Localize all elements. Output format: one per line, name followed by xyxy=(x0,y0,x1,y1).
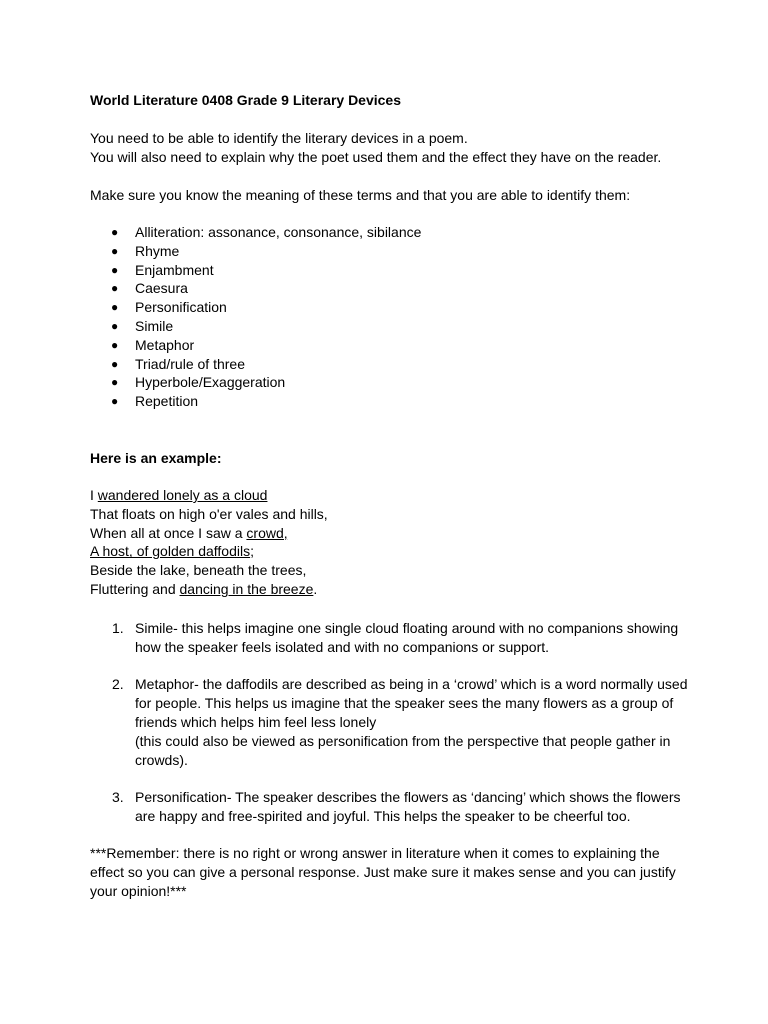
intro-line: You need to be able to identify the literary devices in a poem. xyxy=(90,130,468,146)
term-label: Triad/rule of three xyxy=(135,355,245,372)
analysis-item xyxy=(90,619,690,657)
bullet-icon: ● xyxy=(111,318,119,333)
term-label: Enjambment xyxy=(135,261,214,278)
example-heading: Here is an example: xyxy=(90,450,222,466)
bullet-icon: ● xyxy=(111,262,119,277)
bullet-icon: ● xyxy=(111,394,119,409)
intro-paragraph xyxy=(90,129,690,167)
poem-text: Fluttering and xyxy=(90,580,180,597)
list-item xyxy=(90,242,421,261)
term-label: Alliteration: assonance, consonance, sibilance xyxy=(135,224,422,240)
underlined-phrase: A host, of golden daffodils xyxy=(90,543,251,560)
bullet-icon: ● xyxy=(111,337,119,352)
item-number: 3. xyxy=(112,789,124,806)
analysis-item xyxy=(90,788,690,826)
poem-line xyxy=(90,486,690,505)
terms-intro-text: Make sure you know the meaning of these terms and that you are able to identify them: xyxy=(90,187,631,203)
list-item xyxy=(90,298,421,317)
bullet-icon: ● xyxy=(111,281,119,296)
document-title: World Literature 0408 Grade 9 Literary Devices xyxy=(90,92,401,108)
intro-line: You will also need to explain why the poet used them and the effect they have on the reader. xyxy=(90,148,662,165)
bullet-icon: ● xyxy=(111,300,119,315)
item-number: 2. xyxy=(112,676,124,693)
analysis-text: Metaphor- the daffodils are described as being in a ‘crowd’ which is a word normally used for people. This helps us imagine that the speaker sees the many flowers as a group of friends which helps him feel less lonely xyxy=(135,676,688,730)
poem-line: Beside the lake, beneath the trees, xyxy=(90,562,307,579)
list-item xyxy=(90,261,421,280)
bullet-icon: ● xyxy=(111,225,119,239)
poem-line: That floats on high o'er vales and hills, xyxy=(90,505,328,522)
item-number: 1. xyxy=(112,620,124,636)
terms-list xyxy=(90,223,421,411)
underlined-phrase: wandered lonely as a cloud xyxy=(97,487,268,503)
underlined-phrase: crowd, xyxy=(246,524,288,541)
list-item xyxy=(90,355,421,374)
list-item xyxy=(90,336,421,355)
analysis-text: Personification- The speaker describes the flowers as ‘dancing’ which shows the flowers are happy and free-spirited and joyful. This helps the speaker to be cheerful too. xyxy=(135,789,681,824)
term-label: Repetition xyxy=(135,393,199,410)
bullet-icon: ● xyxy=(111,243,119,258)
list-item xyxy=(90,279,421,298)
term-label: Caesura xyxy=(135,280,188,297)
list-item xyxy=(90,373,421,392)
poem-line xyxy=(90,542,690,561)
poem-line xyxy=(90,580,690,599)
poem-text: ; xyxy=(250,543,254,560)
poem-text: I xyxy=(90,487,98,503)
term-label: Hyperbole/Exaggeration xyxy=(135,374,286,391)
analysis-list xyxy=(90,619,690,845)
poem-line xyxy=(90,524,690,543)
term-label: Metaphor xyxy=(135,336,195,353)
poem-text: When all at once I saw a xyxy=(90,524,247,541)
bullet-icon: ● xyxy=(111,356,119,371)
remember-note: ***Remember: there is no right or wrong answer in literature when it comes to explaining the effect so you can give a personal response. Just make sure it makes sense and you can justify your opinion!*** xyxy=(90,845,676,899)
underlined-phrase: dancing in the breeze xyxy=(179,580,314,597)
poem-text: . xyxy=(313,580,318,597)
poem-excerpt xyxy=(90,486,690,599)
list-item xyxy=(90,223,421,242)
term-label: Simile xyxy=(135,317,174,334)
bullet-icon: ● xyxy=(111,375,119,390)
list-item xyxy=(90,392,421,411)
analysis-item xyxy=(90,675,690,769)
list-item xyxy=(90,317,421,336)
analysis-text: Simile- this helps imagine one single cloud floating around with no companions showing how the speaker feels isolated and with no companions or support. xyxy=(135,620,679,655)
analysis-note: (this could also be viewed as personification from the perspective that people gather in crowds). xyxy=(135,732,671,768)
term-label: Personification xyxy=(135,299,227,316)
term-label: Rhyme xyxy=(135,242,180,259)
